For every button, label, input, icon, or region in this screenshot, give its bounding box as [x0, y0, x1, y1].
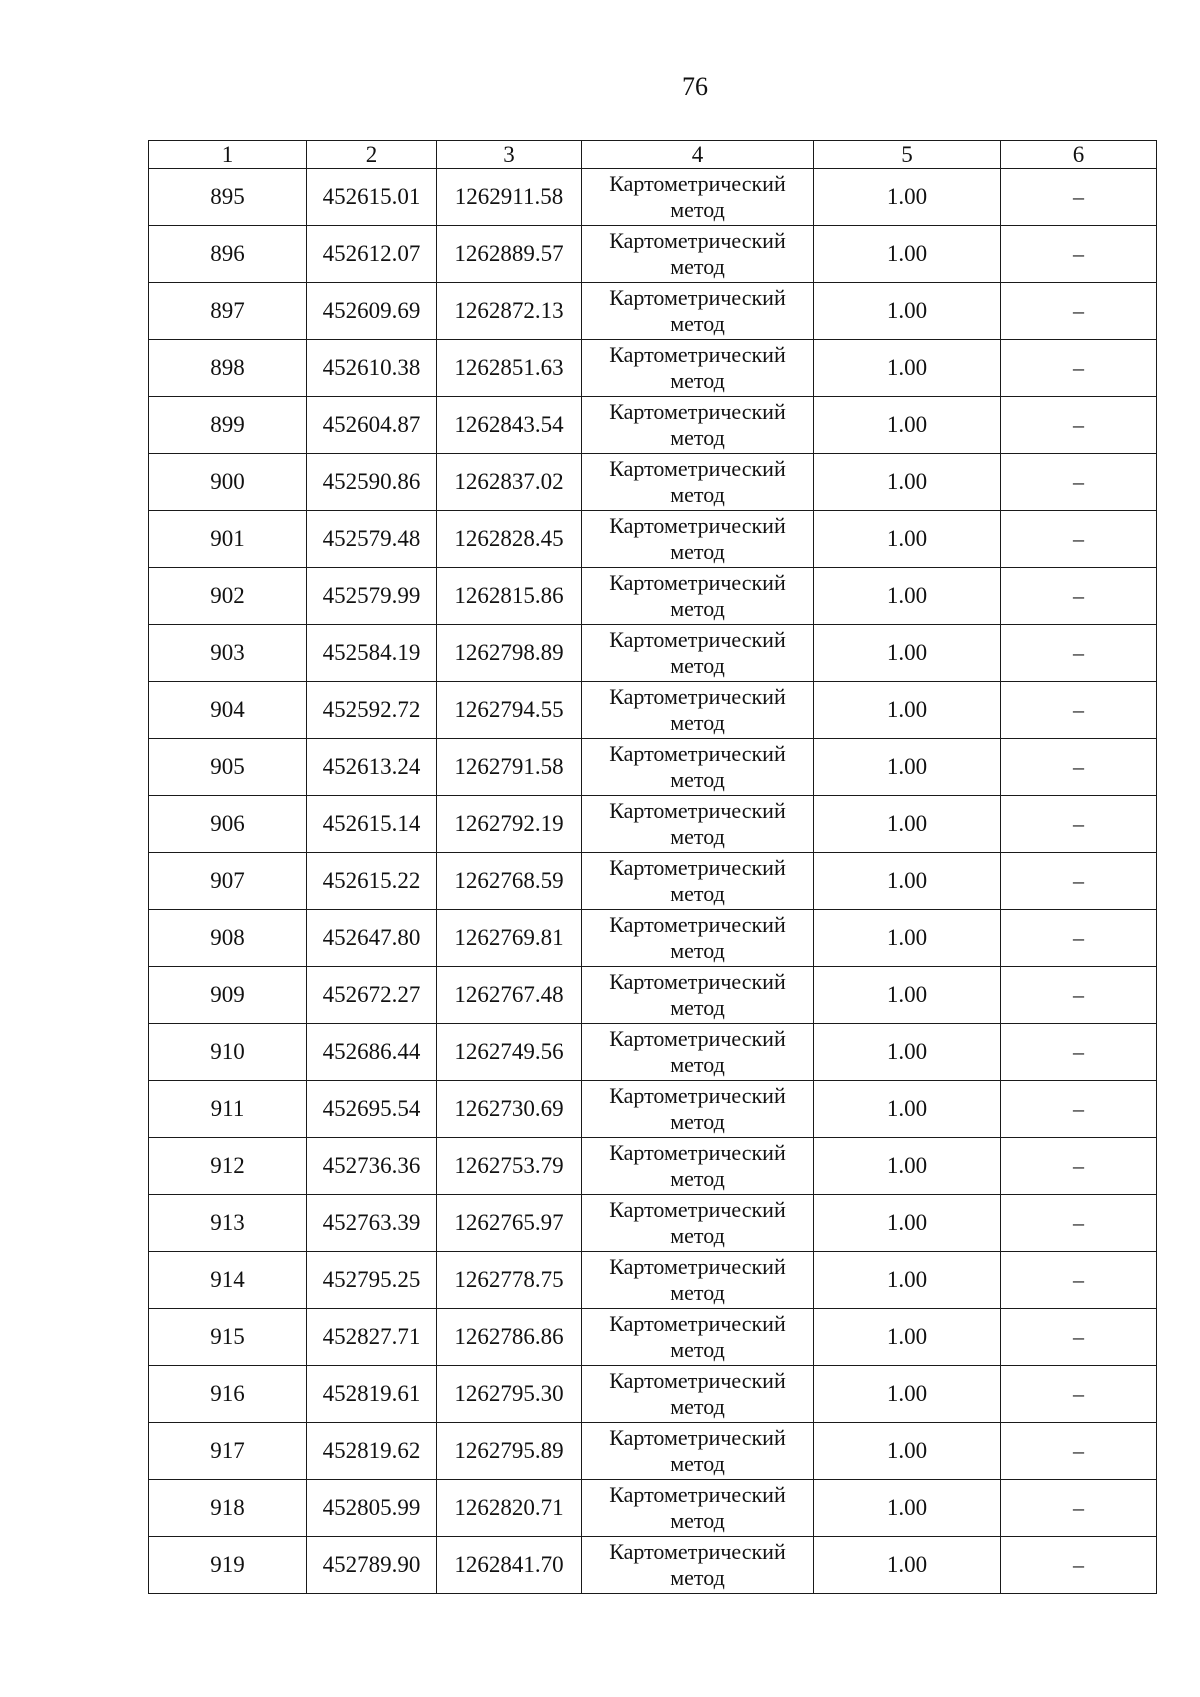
note-cell: – — [1001, 796, 1157, 853]
method-text-line: Картометрический — [609, 228, 786, 253]
accuracy-cell: 1.00 — [814, 397, 1001, 454]
note-cell: – — [1001, 682, 1157, 739]
accuracy-cell: 1.00 — [814, 1195, 1001, 1252]
y-coordinate-cell: 1262815.86 — [437, 568, 582, 625]
method-text-line: метод — [670, 1565, 725, 1590]
y-coordinate-cell: 1262765.97 — [437, 1195, 582, 1252]
point-number-cell: 913 — [149, 1195, 307, 1252]
coordinates-table — [148, 140, 1157, 1594]
point-number-cell: 906 — [149, 796, 307, 853]
y-coordinate-cell: 1262911.58 — [437, 169, 582, 226]
y-coordinate-cell: 1262843.54 — [437, 397, 582, 454]
accuracy-cell: 1.00 — [814, 454, 1001, 511]
x-coordinate-cell: 452686.44 — [307, 1024, 437, 1081]
table-body — [149, 169, 1157, 1594]
method-cell — [582, 568, 814, 625]
x-coordinate-cell: 452592.72 — [307, 682, 437, 739]
note-cell: – — [1001, 853, 1157, 910]
table-row — [149, 1138, 1157, 1195]
method-text-line: метод — [670, 482, 725, 507]
method-text-line: метод — [670, 767, 725, 792]
x-coordinate-cell: 452584.19 — [307, 625, 437, 682]
point-number-cell: 900 — [149, 454, 307, 511]
method-text-line: Картометрический — [609, 513, 786, 538]
method-text-line: метод — [670, 368, 725, 393]
x-coordinate-cell: 452695.54 — [307, 1081, 437, 1138]
method-cell — [582, 682, 814, 739]
y-coordinate-cell: 1262795.30 — [437, 1366, 582, 1423]
table-row — [149, 1195, 1157, 1252]
x-coordinate-cell: 452615.22 — [307, 853, 437, 910]
note-cell: – — [1001, 625, 1157, 682]
method-text-line: Картометрический — [609, 1368, 786, 1393]
point-number-cell: 898 — [149, 340, 307, 397]
x-coordinate-cell: 452763.39 — [307, 1195, 437, 1252]
y-coordinate-cell: 1262828.45 — [437, 511, 582, 568]
accuracy-cell: 1.00 — [814, 853, 1001, 910]
table-row — [149, 1081, 1157, 1138]
header-col-3: 3 — [437, 141, 582, 169]
method-text-line: Картометрический — [609, 456, 786, 481]
method-text-line: Картометрический — [609, 570, 786, 595]
y-coordinate-cell: 1262795.89 — [437, 1423, 582, 1480]
method-text-line: Картометрический — [609, 684, 786, 709]
method-text-line: метод — [670, 653, 725, 678]
y-coordinate-cell: 1262841.70 — [437, 1537, 582, 1594]
point-number-cell: 907 — [149, 853, 307, 910]
x-coordinate-cell: 452579.99 — [307, 568, 437, 625]
accuracy-cell: 1.00 — [814, 226, 1001, 283]
method-text-line: метод — [670, 539, 725, 564]
method-text-line: метод — [670, 710, 725, 735]
point-number-cell: 899 — [149, 397, 307, 454]
note-cell: – — [1001, 1138, 1157, 1195]
x-coordinate-cell: 452612.07 — [307, 226, 437, 283]
method-cell — [582, 169, 814, 226]
table-row — [149, 1252, 1157, 1309]
note-cell: – — [1001, 967, 1157, 1024]
method-text-line: Картометрический — [609, 855, 786, 880]
accuracy-cell: 1.00 — [814, 1366, 1001, 1423]
accuracy-cell: 1.00 — [814, 1081, 1001, 1138]
note-cell: – — [1001, 397, 1157, 454]
note-cell: – — [1001, 169, 1157, 226]
method-cell — [582, 739, 814, 796]
method-cell — [582, 1309, 814, 1366]
table-row — [149, 1537, 1157, 1594]
method-cell — [582, 511, 814, 568]
method-text-line: метод — [670, 881, 725, 906]
method-text-line: метод — [670, 1508, 725, 1533]
x-coordinate-cell: 452590.86 — [307, 454, 437, 511]
method-text-line: Картометрический — [609, 1311, 786, 1336]
method-text-line: метод — [670, 824, 725, 849]
table-row — [149, 1309, 1157, 1366]
method-text-line: Картометрический — [609, 399, 786, 424]
method-cell — [582, 397, 814, 454]
method-cell — [582, 625, 814, 682]
x-coordinate-cell: 452647.80 — [307, 910, 437, 967]
method-text-line: Картометрический — [609, 1140, 786, 1165]
method-text-line: Картометрический — [609, 741, 786, 766]
table-row — [149, 1024, 1157, 1081]
method-text-line: Картометрический — [609, 1197, 786, 1222]
method-text-line: Картометрический — [609, 912, 786, 937]
point-number-cell: 903 — [149, 625, 307, 682]
point-number-cell: 919 — [149, 1537, 307, 1594]
method-text-line: метод — [670, 1451, 725, 1476]
table-row — [149, 340, 1157, 397]
point-number-cell: 911 — [149, 1081, 307, 1138]
x-coordinate-cell: 452819.62 — [307, 1423, 437, 1480]
accuracy-cell: 1.00 — [814, 340, 1001, 397]
method-text-line: метод — [670, 995, 725, 1020]
y-coordinate-cell: 1262820.71 — [437, 1480, 582, 1537]
method-cell — [582, 454, 814, 511]
method-cell — [582, 1480, 814, 1537]
accuracy-cell: 1.00 — [814, 967, 1001, 1024]
x-coordinate-cell: 452795.25 — [307, 1252, 437, 1309]
point-number-cell: 915 — [149, 1309, 307, 1366]
note-cell: – — [1001, 1252, 1157, 1309]
note-cell: – — [1001, 1195, 1157, 1252]
table-header-row — [149, 141, 1157, 169]
y-coordinate-cell: 1262778.75 — [437, 1252, 582, 1309]
accuracy-cell: 1.00 — [814, 169, 1001, 226]
x-coordinate-cell: 452610.38 — [307, 340, 437, 397]
y-coordinate-cell: 1262837.02 — [437, 454, 582, 511]
point-number-cell: 904 — [149, 682, 307, 739]
note-cell: – — [1001, 1366, 1157, 1423]
y-coordinate-cell: 1262730.69 — [437, 1081, 582, 1138]
accuracy-cell: 1.00 — [814, 796, 1001, 853]
point-number-cell: 910 — [149, 1024, 307, 1081]
method-text-line: Картометрический — [609, 1026, 786, 1051]
method-text-line: Картометрический — [609, 627, 786, 652]
y-coordinate-cell: 1262798.89 — [437, 625, 582, 682]
method-text-line: метод — [670, 596, 725, 621]
x-coordinate-cell: 452819.61 — [307, 1366, 437, 1423]
accuracy-cell: 1.00 — [814, 1309, 1001, 1366]
table-row — [149, 967, 1157, 1024]
method-text-line: Картометрический — [609, 285, 786, 310]
table-row — [149, 796, 1157, 853]
method-text-line: Картометрический — [609, 1083, 786, 1108]
method-cell — [582, 1024, 814, 1081]
point-number-cell: 905 — [149, 739, 307, 796]
point-number-cell: 902 — [149, 568, 307, 625]
method-text-line: метод — [670, 1166, 725, 1191]
note-cell: – — [1001, 283, 1157, 340]
method-text-line: метод — [670, 197, 725, 222]
y-coordinate-cell: 1262889.57 — [437, 226, 582, 283]
y-coordinate-cell: 1262872.13 — [437, 283, 582, 340]
method-text-line: метод — [670, 1337, 725, 1362]
method-text-line: Картометрический — [609, 342, 786, 367]
table-row — [149, 1366, 1157, 1423]
method-cell — [582, 1138, 814, 1195]
table-row — [149, 1423, 1157, 1480]
table-row — [149, 169, 1157, 226]
x-coordinate-cell: 452579.48 — [307, 511, 437, 568]
x-coordinate-cell: 452613.24 — [307, 739, 437, 796]
y-coordinate-cell: 1262791.58 — [437, 739, 582, 796]
x-coordinate-cell: 452736.36 — [307, 1138, 437, 1195]
table-row — [149, 226, 1157, 283]
y-coordinate-cell: 1262749.56 — [437, 1024, 582, 1081]
note-cell: – — [1001, 226, 1157, 283]
method-text-line: Картометрический — [609, 171, 786, 196]
point-number-cell: 896 — [149, 226, 307, 283]
accuracy-cell: 1.00 — [814, 739, 1001, 796]
method-text-line: метод — [670, 311, 725, 336]
note-cell: – — [1001, 1537, 1157, 1594]
x-coordinate-cell: 452615.01 — [307, 169, 437, 226]
note-cell: – — [1001, 568, 1157, 625]
point-number-cell: 918 — [149, 1480, 307, 1537]
method-cell — [582, 1081, 814, 1138]
x-coordinate-cell: 452827.71 — [307, 1309, 437, 1366]
note-cell: – — [1001, 1081, 1157, 1138]
method-text-line: Картометрический — [609, 798, 786, 823]
accuracy-cell: 1.00 — [814, 568, 1001, 625]
table-row — [149, 910, 1157, 967]
note-cell: – — [1001, 1423, 1157, 1480]
method-cell — [582, 967, 814, 1024]
y-coordinate-cell: 1262769.81 — [437, 910, 582, 967]
y-coordinate-cell: 1262794.55 — [437, 682, 582, 739]
x-coordinate-cell: 452609.69 — [307, 283, 437, 340]
method-cell — [582, 1423, 814, 1480]
note-cell: – — [1001, 454, 1157, 511]
header-col-2: 2 — [307, 141, 437, 169]
y-coordinate-cell: 1262768.59 — [437, 853, 582, 910]
header-col-6: 6 — [1001, 141, 1157, 169]
table-row — [149, 511, 1157, 568]
accuracy-cell: 1.00 — [814, 1537, 1001, 1594]
method-text-line: метод — [670, 254, 725, 279]
accuracy-cell: 1.00 — [814, 1138, 1001, 1195]
y-coordinate-cell: 1262786.86 — [437, 1309, 582, 1366]
y-coordinate-cell: 1262792.19 — [437, 796, 582, 853]
accuracy-cell: 1.00 — [814, 682, 1001, 739]
method-text-line: метод — [670, 1109, 725, 1134]
x-coordinate-cell: 452805.99 — [307, 1480, 437, 1537]
x-coordinate-cell: 452672.27 — [307, 967, 437, 1024]
method-text-line: метод — [670, 1223, 725, 1248]
method-text-line: метод — [670, 425, 725, 450]
x-coordinate-cell: 452604.87 — [307, 397, 437, 454]
table-row — [149, 682, 1157, 739]
method-cell — [582, 796, 814, 853]
method-cell — [582, 340, 814, 397]
method-cell — [582, 226, 814, 283]
method-text-line: Картометрический — [609, 1482, 786, 1507]
table-row — [149, 283, 1157, 340]
point-number-cell: 917 — [149, 1423, 307, 1480]
accuracy-cell: 1.00 — [814, 283, 1001, 340]
accuracy-cell: 1.00 — [814, 1252, 1001, 1309]
note-cell: – — [1001, 910, 1157, 967]
accuracy-cell: 1.00 — [814, 1024, 1001, 1081]
table-row — [149, 397, 1157, 454]
method-cell — [582, 1537, 814, 1594]
point-number-cell: 909 — [149, 967, 307, 1024]
note-cell: – — [1001, 1480, 1157, 1537]
x-coordinate-cell: 452789.90 — [307, 1537, 437, 1594]
point-number-cell: 901 — [149, 511, 307, 568]
method-text-line: Картометрический — [609, 1539, 786, 1564]
point-number-cell: 914 — [149, 1252, 307, 1309]
point-number-cell: 897 — [149, 283, 307, 340]
table-row — [149, 739, 1157, 796]
method-cell — [582, 1366, 814, 1423]
method-cell — [582, 910, 814, 967]
method-text-line: метод — [670, 938, 725, 963]
table-row — [149, 625, 1157, 682]
note-cell: – — [1001, 1024, 1157, 1081]
table-row — [149, 1480, 1157, 1537]
accuracy-cell: 1.00 — [814, 1423, 1001, 1480]
method-text-line: метод — [670, 1280, 725, 1305]
table-row — [149, 454, 1157, 511]
method-text-line: Картометрический — [609, 969, 786, 994]
note-cell: – — [1001, 1309, 1157, 1366]
header-col-5: 5 — [814, 141, 1001, 169]
note-cell: – — [1001, 739, 1157, 796]
method-text-line: метод — [670, 1052, 725, 1077]
point-number-cell: 912 — [149, 1138, 307, 1195]
method-cell — [582, 283, 814, 340]
table-row — [149, 853, 1157, 910]
header-col-1: 1 — [149, 141, 307, 169]
point-number-cell: 895 — [149, 169, 307, 226]
method-text-line: Картометрический — [609, 1425, 786, 1450]
point-number-cell: 908 — [149, 910, 307, 967]
method-cell — [582, 1252, 814, 1309]
y-coordinate-cell: 1262851.63 — [437, 340, 582, 397]
y-coordinate-cell: 1262753.79 — [437, 1138, 582, 1195]
note-cell: – — [1001, 511, 1157, 568]
page-number: 76 — [682, 72, 708, 101]
method-text-line: Картометрический — [609, 1254, 786, 1279]
x-coordinate-cell: 452615.14 — [307, 796, 437, 853]
method-text-line: метод — [670, 1394, 725, 1419]
header-col-4: 4 — [582, 141, 814, 169]
accuracy-cell: 1.00 — [814, 910, 1001, 967]
point-number-cell: 916 — [149, 1366, 307, 1423]
accuracy-cell: 1.00 — [814, 625, 1001, 682]
table-row — [149, 568, 1157, 625]
note-cell: – — [1001, 340, 1157, 397]
accuracy-cell: 1.00 — [814, 1480, 1001, 1537]
accuracy-cell: 1.00 — [814, 511, 1001, 568]
method-cell — [582, 853, 814, 910]
method-cell — [582, 1195, 814, 1252]
y-coordinate-cell: 1262767.48 — [437, 967, 582, 1024]
